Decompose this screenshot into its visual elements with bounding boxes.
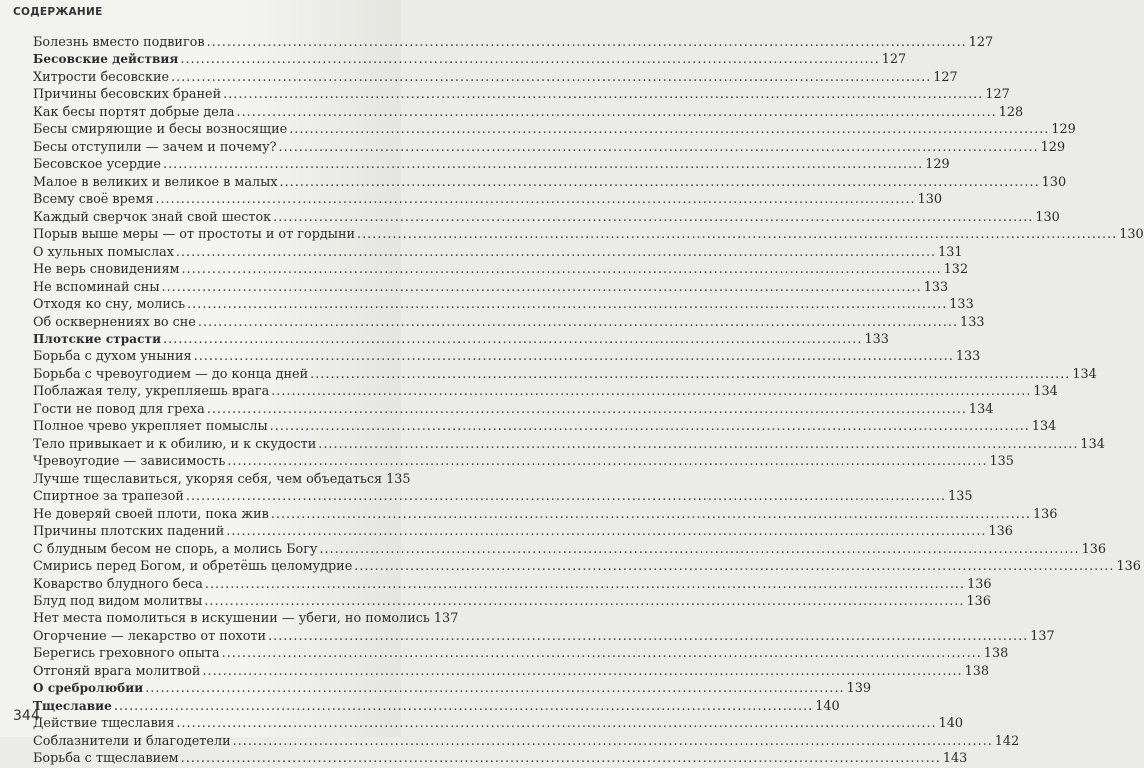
toc-entry-page: 132 [943,262,969,278]
toc-entry-title: Плотские страсти [33,331,162,346]
dot-leader [207,401,967,418]
dot-leader [207,34,967,51]
toc-entry [33,174,1067,191]
toc-entry-page: 133 [864,331,889,347]
dot-leader [354,558,1114,575]
toc-entry-title: Соблазнители и благодетели [33,733,231,749]
toc-entry-page: 133 [955,349,981,365]
toc-entry [33,488,973,505]
toc-entry [33,226,1144,243]
dot-leader [222,645,982,662]
toc-entry-title: Отходя ко сну, молись [33,297,186,313]
toc-entry-page: 140 [815,698,840,714]
toc-entry-page: 130 [917,192,943,208]
dot-leader [205,576,965,593]
dot-leader [273,209,1033,226]
toc-entry-page: 135 [948,489,973,505]
toc-entry-title: Спиртное за трапезой [33,489,184,505]
toc-entry [33,610,459,627]
toc-entry [33,453,1014,470]
toc-entry-title: Коварство блудного беса [33,576,203,592]
dot-leader [145,680,844,697]
toc-entry-page: 143 [942,751,968,767]
toc-entry-page: 136 [1116,559,1141,575]
toc-entry-title: Не вспоминай сны [33,279,160,295]
toc-entry [33,209,1060,226]
dot-leader [181,261,941,278]
dot-leader [176,715,936,732]
running-header: СОДЕРЖАНИЕ [13,6,103,18]
page-number: 344 [13,708,40,724]
toc-entry-page: 133 [949,297,974,313]
toc-entry-title: Причины бесовских браней [33,87,222,103]
toc-entry-title: Огорчение — лекарство от похоти [33,628,267,644]
toc-entry [33,244,963,261]
toc-entry [33,156,950,173]
toc-entry-page: 127 [968,35,994,50]
toc-entry-title: О хульных помыслах [33,244,174,260]
toc-entry-page: 140 [938,716,964,732]
toc-section-heading [33,51,907,68]
dot-leader [310,366,1070,383]
dot-leader [204,593,964,610]
dot-leader [271,383,1031,400]
toc-entry-title: Борьба с тщеславием [33,751,179,767]
toc-entry-title: Тело привыкает и к обилию, и к скудости [33,436,317,452]
dot-leader [163,156,923,173]
toc-entry [33,645,1009,662]
toc-entry-title: Поблажая телу, укрепляешь врага [33,384,270,400]
toc-entry-title: Действие тщеславия [33,716,175,732]
toc-entry-page: 136 [1032,506,1058,522]
toc-entry-title: Отгоняй врага молитвой [33,663,201,679]
toc-entry-page: 131 [938,244,963,260]
toc-entry [33,86,1010,103]
toc-section-heading [33,331,889,348]
toc-entry-title: С блудным бесом не спорь, а молись Богу [33,541,318,557]
toc-entry-title: Порыв выше меры — от простоты и от гордыни [33,227,356,243]
dot-leader [271,506,1031,523]
toc-entry-title: Болезнь вместо подвигов [33,35,205,50]
dot-leader [289,121,1049,138]
toc-entry [33,121,1076,138]
toc-entry-page: 136 [966,594,991,609]
toc-entry [33,558,1141,575]
toc-entry-page: 128 [998,104,1024,120]
dot-leader [280,174,1040,191]
table-of-contents [33,34,1144,768]
toc-entry-page: 129 [1051,122,1076,138]
toc-entry [33,191,943,208]
toc-entry [33,383,1058,400]
toc-entry [33,296,974,313]
toc-entry [33,139,1066,156]
toc-entry-page: 135 [386,471,411,487]
toc-entry [33,750,968,767]
toc-entry-page: 127 [985,87,1010,103]
toc-entry [33,541,1107,558]
dot-leader [319,541,1079,558]
toc-entry-title: Не верь сновидениям [33,262,180,278]
dot-leader [223,86,983,103]
toc-entry-title: Полное чрево укрепляет помыслы [33,419,268,435]
toc-entry [33,418,1057,435]
toc-entry-page: 142 [994,733,1020,749]
toc-entry-title: Тщеславие [33,698,112,713]
dot-leader [194,348,954,365]
toc-entry-title: Нет места помолиться в искушении — убеги, но помолись [33,611,430,627]
dot-leader [202,663,962,680]
toc-entry-title: Чревоугодие — зависимость [33,454,226,470]
dot-leader [198,314,958,331]
dot-leader [181,750,941,767]
dot-leader [318,436,1078,453]
dot-leader [176,244,936,261]
dot-leader [155,191,915,208]
toc-entry [33,279,949,296]
toc-entry [33,663,990,680]
toc-entry [33,506,1058,523]
toc-entry-title: Борьба с духом уныния [33,349,192,365]
toc-entry-page: 130 [1035,209,1060,225]
toc-entry [33,523,1013,540]
toc-entry-title: О сребролюбии [33,681,144,696]
toc-entry-page: 134 [1072,366,1097,382]
toc-entry-page: 135 [989,454,1014,470]
dot-leader [163,331,862,348]
toc-entry [33,104,1024,121]
dot-leader [162,279,922,296]
toc-section-heading [33,680,872,697]
dot-leader [233,733,993,750]
dot-leader [114,698,813,715]
dot-leader [227,453,987,470]
toc-entry-page: 138 [964,663,990,679]
toc-entry [33,471,411,488]
toc-entry [33,628,1055,645]
dot-leader [180,51,879,68]
toc-entry-title: Борьба с чревоугодием — до конца дней [33,366,309,382]
toc-section-heading [33,698,840,715]
toc-entry-title: Как бесы портят добрые дела [33,104,235,120]
dot-leader [226,523,986,540]
toc-entry-title: Бесовские действия [33,52,179,67]
toc-entry [33,314,985,331]
toc-entry-page: 136 [1081,541,1107,557]
toc-entry-title: Хитрости бесовские [33,69,170,85]
toc-entry [33,401,994,418]
dot-leader [278,139,1038,156]
toc-entry-page: 137 [1030,628,1055,644]
toc-entry [33,576,992,593]
toc-entry [33,593,991,610]
toc-entry-title: Блуд под видом молитвы [33,594,203,609]
toc-entry [33,69,958,86]
toc-entry-page: 133 [960,314,985,330]
toc-entry-page: 134 [1033,384,1058,400]
toc-entry-title: Смирись перед Богом, и обретёшь целомудрие [33,559,353,575]
toc-entry-page: 136 [967,576,992,592]
toc-entry [33,715,964,732]
toc-entry-page: 127 [881,52,907,68]
toc-entry [33,366,1097,383]
toc-entry-page: 127 [933,69,958,85]
toc-entry [33,733,1020,750]
dot-leader [186,488,946,505]
toc-entry-page: 134 [968,401,994,417]
toc-entry-title: Причины плотских падений [33,524,225,540]
toc-entry-title: Каждый сверчок знай свой шесток [33,209,272,225]
toc-entry-title: Гости не повод для греха [33,401,205,417]
toc-entry-title: Всему своё время [33,192,154,208]
toc-entry-title: Бесы смиряющие и бесы возносящие [33,122,288,138]
dot-leader [268,628,1028,645]
toc-entry-page: 129 [925,157,950,173]
toc-entry-page: 129 [1040,139,1066,155]
toc-entry [33,436,1105,453]
toc-entry-page: 134 [1080,436,1105,452]
toc-entry-page: 137 [433,611,459,627]
toc-entry-title: Бесовское усердие [33,157,162,173]
toc-entry-page: 136 [988,524,1013,540]
dot-leader [270,418,1030,435]
dot-leader [237,104,997,121]
dot-leader [357,226,1117,243]
toc-entry-title: Лучше тщеславиться, укоряя себя, чем объедаться [33,471,383,487]
toc-entry-page: 130 [1041,174,1067,190]
toc-entry-title: Бесы отступили — зачем и почему? [33,139,277,155]
toc-entry [33,34,994,51]
toc-entry-page: 133 [923,279,949,295]
toc-entry-title: Малое в великих и великое в малых [33,174,278,190]
toc-entry [33,261,969,278]
dot-leader [187,296,947,313]
toc-entry-page: 138 [983,646,1009,662]
toc-entry-page: 134 [1031,419,1057,435]
toc-entry-title: Не доверяй своей плоти, пока жив [33,506,269,522]
toc-entry-page: 130 [1119,227,1144,243]
dot-leader [171,69,931,86]
toc-entry [33,348,981,365]
toc-entry-page: 139 [846,681,872,697]
toc-entry-title: Об осквернениях во сне [33,314,196,330]
toc-entry-title: Берегись греховного опыта [33,646,220,662]
